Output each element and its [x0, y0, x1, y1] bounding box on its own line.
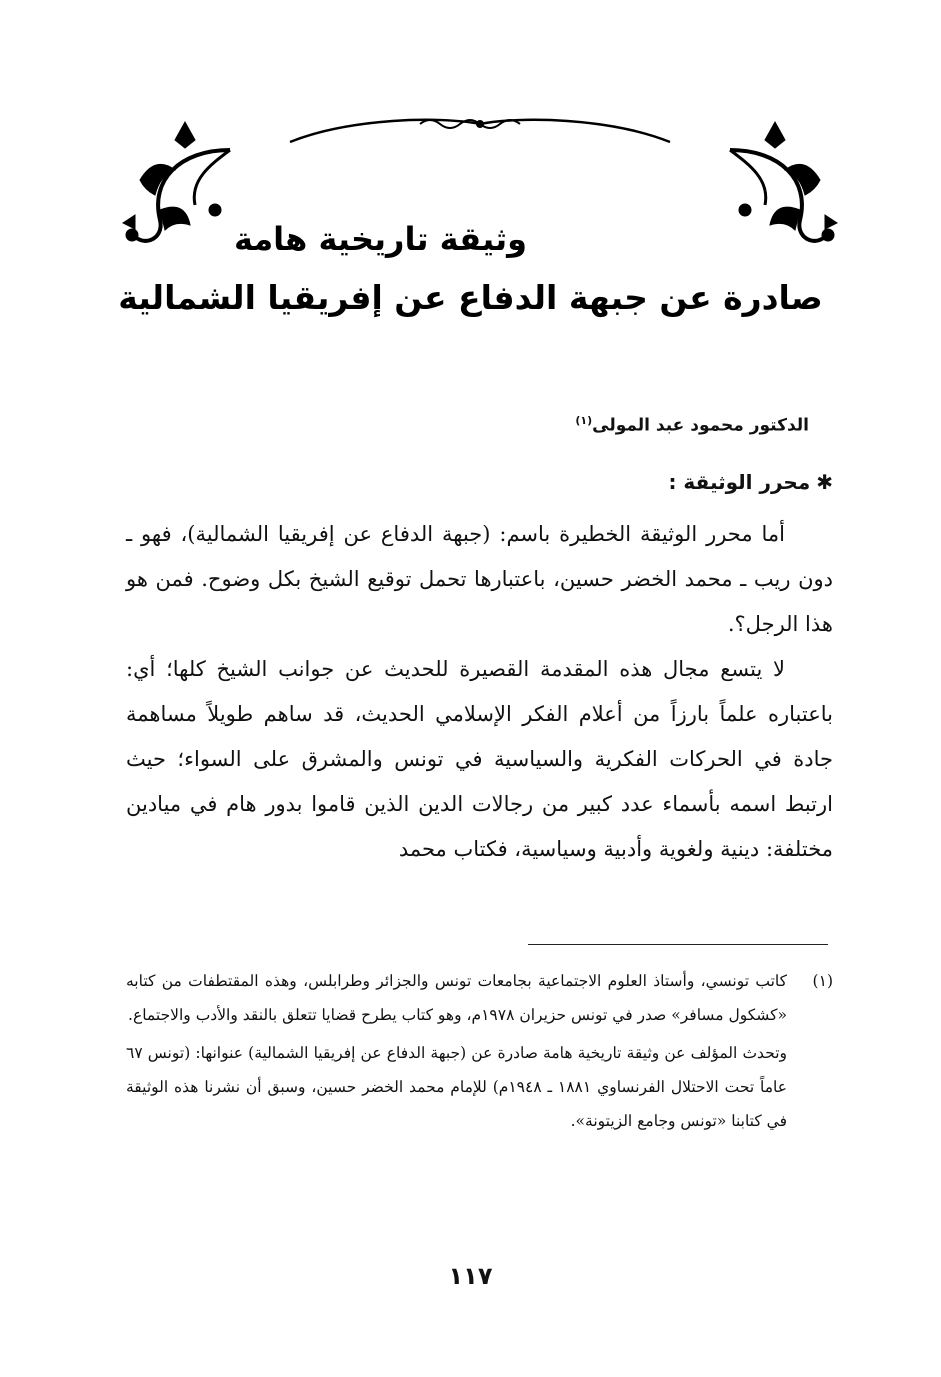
title-line-1: وثيقة تاريخية هامة: [233, 220, 528, 258]
author-line: [575, 414, 809, 436]
title-line-2: صادرة عن جبهة الدفاع عن إفريقيا الشمالية: [118, 278, 823, 317]
section-heading-text: محرر الوثيقة :: [668, 470, 811, 494]
footnotes: [126, 964, 833, 1138]
footnote-divider: [528, 944, 828, 945]
body-text: [126, 512, 833, 872]
footnote-2: وتحدث المؤلف عن وثيقة تاريخية هامة صادرة عن (جبهة الدفاع عن إفريقيا الشمالية) عنوانها: (تونس ٦٧ عاماً تحت الاحتلال الفرنساوي ١٨٨١ ـ ١٩٤٨م) للإمام محمد الخضر حسين، وسبق أن نشرنا هذه الوثيقة في كتابنا «تونس وجامع الزيتونة».: [126, 1044, 787, 1130]
footnote-1-number: (١): [812, 972, 833, 990]
footnote-1: [126, 964, 833, 1032]
paragraph-1: أما محرر الوثيقة الخطيرة باسم: (جبهة الدفاع عن إفريقيا الشمالية)، فهو ـ دون ريب ـ محمد الخضر حسين، باعتبارها تحمل توقيع الشيخ بكل وضوح. فمن هو هذا الرجل؟.: [126, 522, 833, 636]
author-name: الدكتور محمود عبد المولى: [592, 415, 809, 436]
page-number: ١١٧: [448, 1262, 493, 1290]
footnote-1-text: كاتب تونسي، وأستاذ العلوم الاجتماعية بجامعات تونس والجزائر وطرابلس، وهذه المقتطفات من كتابه «كشكول مسافر» صدر في تونس حزيران ١٩٧٨م، وهو كتاب يطرح قضايا تتعلق بالنقد والأدب والاجتماع.: [126, 972, 787, 1024]
section-heading: [668, 470, 833, 494]
author-footnote-ref: (١): [575, 414, 593, 427]
paragraph-2: لا يتسع مجال هذه المقدمة القصيرة للحديث عن جوانب الشيخ كلها؛ أي: باعتباره علماً بارزاً من أعلام الفكر الإسلامي الحديث، قد ساهم طويلاً مساهمة جادة في الحركات الفكرية والسياسية في تونس والمشرق على السواء؛ حيث ارتبط اسمه بأسماء عدد كبير من رجالات الدين الذين قاموا بدور هام في ميادين مختلفة: دينية ولغوية وأدبية وسياسية، فكتاب محمد: [126, 657, 833, 861]
asterisk-bullet-icon: ✱: [816, 470, 833, 494]
